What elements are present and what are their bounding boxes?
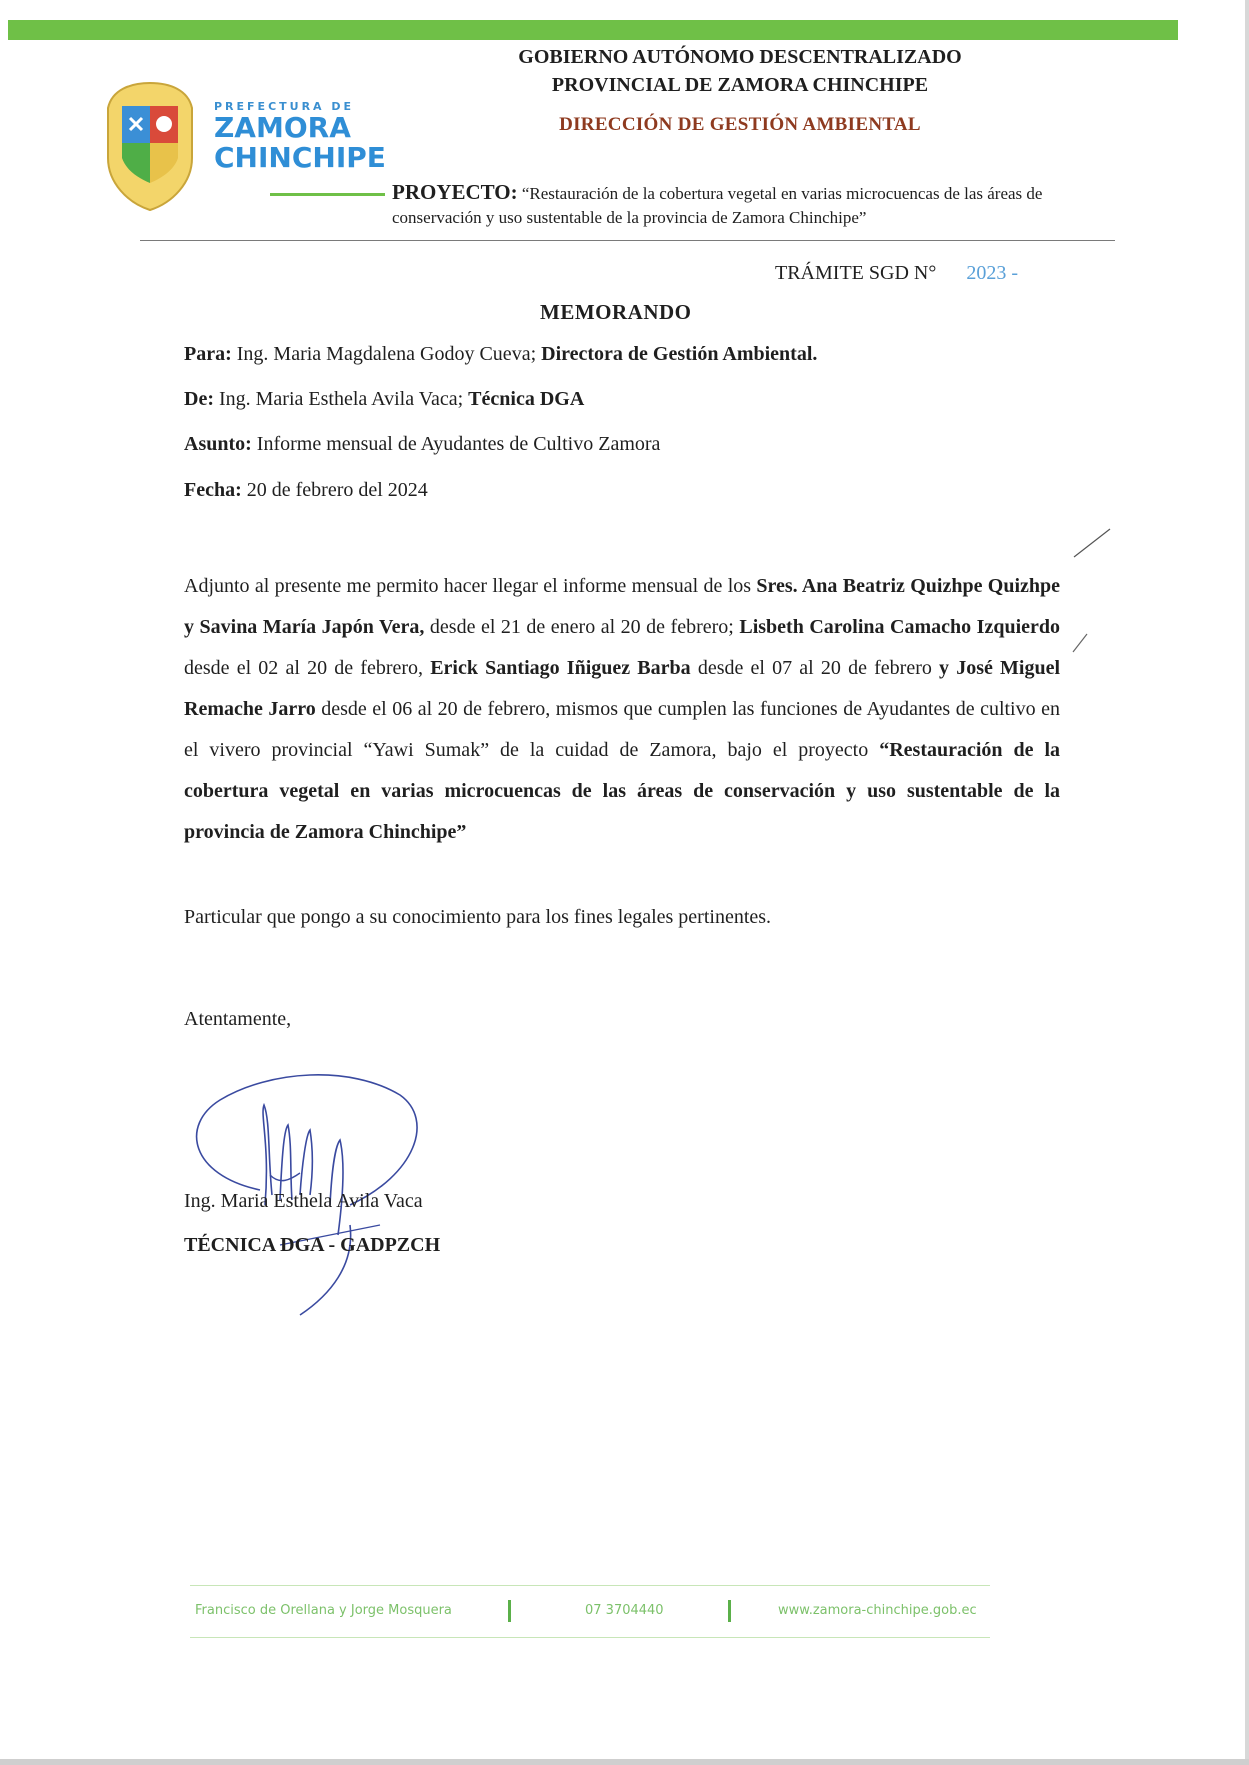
check-mark-1 — [1070, 525, 1115, 560]
body-bold-2: Lisbeth Carolina Camacho Izquierdo — [739, 616, 1061, 638]
body-text-5: desde el 06 al 20 de febrero, mismos que cumplen las funciones de Ayudantes de cultivo en el vivero provincial “Yawi Sumak” de la cuidad de Zamora, bajo el proyecto — [184, 698, 1060, 761]
footer-website: www.zamora-chinchipe.gob.ec — [778, 1603, 977, 1618]
field-fecha — [184, 479, 428, 502]
province-shield-logo — [100, 78, 200, 213]
footer-bottom-rule — [190, 1637, 990, 1638]
closing-line: Particular que pongo a su conocimiento para los fines legales pertinentes. — [184, 906, 772, 928]
project-label: PROYECTO: — [392, 180, 518, 204]
footer-separator-2 — [728, 1600, 731, 1622]
footer-top-rule — [190, 1585, 990, 1586]
body-text-2: desde el 21 de enero al 20 de febrero; — [424, 616, 734, 638]
memo-body — [184, 566, 1060, 853]
body-bold-1: Sres. Ana Beatriz Quizhpe Quizhpe y Savina María Japón Vera, — [184, 575, 1060, 638]
scan-edge-bottom — [0, 1759, 1249, 1765]
de-value: Ing. Maria Esthela Avila Vaca; — [218, 388, 464, 410]
tramite-year: 2023 - — [966, 262, 1018, 284]
memo-title: MEMORANDO — [540, 300, 692, 324]
fecha-label: Fecha: — [184, 479, 242, 501]
body-text-4: desde el 07 al 20 de febrero — [690, 657, 932, 679]
body-text-3: desde el 02 al 20 de febrero, — [184, 657, 424, 679]
prefectura-wordmark — [214, 100, 386, 173]
asunto-value: Informe mensual de Ayudantes de Cultivo Zamora — [256, 433, 661, 455]
check-mark-2 — [1070, 630, 1090, 655]
field-asunto — [184, 433, 660, 456]
project-text: “Restauración de la cobertura vegetal en varias microcuencas de las áreas de conservación y uso sustentable de la provincia de Zamora Chinchipe” — [392, 184, 1043, 227]
header-department: DIRECCIÓN DE GESTIÓN AMBIENTAL — [559, 114, 921, 135]
body-text-1: Adjunto al presente me permito hacer llegar el informe mensual de los — [184, 575, 752, 597]
project-statement — [392, 180, 1072, 230]
field-para — [184, 343, 817, 366]
asunto-label: Asunto: — [184, 433, 252, 455]
tramite-label: TRÁMITE SGD N° — [775, 262, 937, 284]
body-bold-5: “Restauración de la cobertura vegetal en varias microcuencas de las áreas de conservación y uso sustentable de la provincia de Zamora Chinchipe” — [184, 739, 1061, 843]
handwritten-signature — [180, 1035, 440, 1335]
para-label: Para: — [184, 343, 232, 365]
para-value: Ing. Maria Magdalena Godoy Cueva; — [236, 343, 537, 365]
de-role: Técnica DGA — [468, 388, 585, 410]
wordmark-small: PREFECTURA DE — [214, 100, 355, 113]
field-de — [184, 388, 584, 411]
wordmark-line2: CHINCHIPE — [214, 141, 386, 174]
footer-phone: 07 3704440 — [585, 1603, 664, 1618]
fecha-value: 20 de febrero del 2024 — [246, 479, 428, 501]
signer-role: TÉCNICA DGA - GADPZCH — [184, 1234, 441, 1256]
de-label: De: — [184, 388, 214, 410]
greeting: Atentamente, — [184, 1008, 292, 1030]
wordmark-line1: ZAMORA — [214, 111, 351, 144]
tramite-number — [775, 262, 1018, 285]
signer-name: Ing. Maria Esthela Avila Vaca — [184, 1190, 423, 1212]
header-line-2: PROVINCIAL DE ZAMORA CHINCHIPE — [551, 74, 929, 96]
footer-address: Francisco de Orellana y Jorge Mosquera — [195, 1603, 452, 1618]
header-line-1: GOBIERNO AUTÓNOMO DESCENTRALIZADO — [518, 46, 962, 68]
header-green-bar — [8, 20, 1178, 40]
para-role: Directora de Gestión Ambiental. — [541, 343, 818, 365]
body-bold-4: y José Miguel Remache Jarro — [184, 657, 1061, 720]
scan-edge-right — [1245, 0, 1249, 1765]
footer-separator-1 — [508, 1600, 511, 1622]
logo-underline — [270, 193, 385, 196]
body-bold-3: Erick Santiago Iñiguez Barba — [430, 657, 691, 679]
header-divider — [140, 240, 1115, 241]
